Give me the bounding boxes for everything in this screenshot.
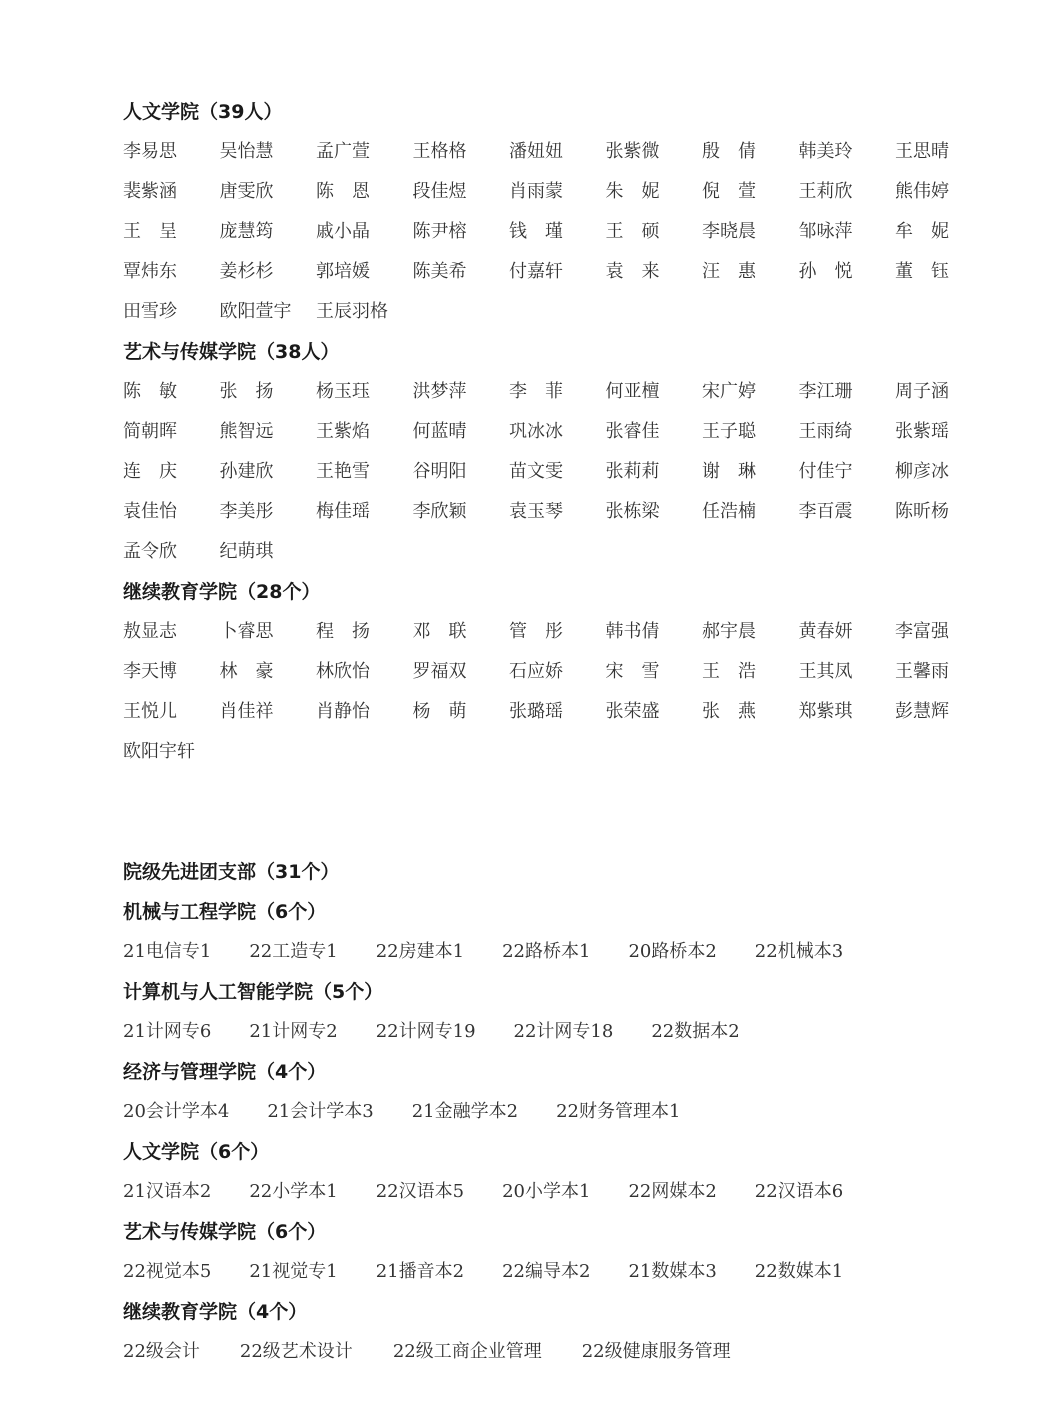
student-name: 李易思 xyxy=(123,141,177,162)
section-heading-continuing-education: 继续教育学院（28个） xyxy=(123,581,321,603)
student-name: 李百震 xyxy=(798,501,853,522)
student-name: 王艳雪 xyxy=(316,461,370,482)
student-name: 袁佳怡 xyxy=(123,501,177,522)
branches-title: 院级先进团支部（31个） xyxy=(123,861,340,883)
student-name: 朱 妮 xyxy=(605,181,660,202)
branch-unit: 22编导本2 xyxy=(502,1261,591,1282)
student-name: 宋 雪 xyxy=(605,661,660,682)
branch-list-economics xyxy=(123,1092,983,1132)
branch-unit: 22房建本1 xyxy=(375,941,465,962)
student-name: 王子聪 xyxy=(702,421,756,442)
student-name: 韩美玲 xyxy=(798,141,853,162)
student-name: 李美彤 xyxy=(219,501,274,522)
name-list-humanities xyxy=(123,132,983,332)
student-name: 石应娇 xyxy=(509,661,563,682)
branch-unit: 21计网专2 xyxy=(249,1021,338,1042)
student-name: 王 呈 xyxy=(123,221,177,242)
branch-list-continuing-education xyxy=(123,1332,983,1372)
branch-unit: 22财务管理本1 xyxy=(556,1101,681,1122)
branch-unit: 22计网专19 xyxy=(375,1021,476,1042)
student-name: 牟 妮 xyxy=(895,221,949,242)
student-name: 王雨绮 xyxy=(798,421,853,442)
student-name: 王其凤 xyxy=(798,661,853,682)
student-name: 谢 琳 xyxy=(702,461,756,482)
branch-heading-arts-media: 艺术与传媒学院（6个） xyxy=(123,1221,327,1243)
student-name: 张荣盛 xyxy=(605,701,660,722)
branch-list-mechanical xyxy=(123,932,983,972)
branch-unit: 22工造专1 xyxy=(249,941,338,962)
student-name: 韩书倩 xyxy=(605,621,660,642)
branch-unit: 21电信专1 xyxy=(123,941,212,962)
student-name: 陈 恩 xyxy=(316,181,370,202)
student-name: 庞慧筠 xyxy=(219,221,274,242)
student-name: 孙 悦 xyxy=(798,261,853,282)
student-name: 熊智远 xyxy=(219,421,274,442)
section-spacer xyxy=(123,772,983,852)
student-name: 张栋梁 xyxy=(605,501,660,522)
student-name: 梅佳瑶 xyxy=(316,501,370,522)
student-name: 欧阳宇轩 xyxy=(123,741,195,762)
branch-unit: 21会计学本3 xyxy=(267,1101,374,1122)
student-name: 张莉莉 xyxy=(605,461,660,482)
student-name: 王辰羽格 xyxy=(316,301,388,322)
student-name: 袁 来 xyxy=(605,261,660,282)
student-name: 黄春妍 xyxy=(798,621,853,642)
branch-list-humanities xyxy=(123,1172,983,1212)
branch-unit: 21计网专6 xyxy=(123,1021,212,1042)
student-name: 林欣怡 xyxy=(316,661,370,682)
student-name: 殷 倩 xyxy=(702,141,756,162)
student-name: 王格格 xyxy=(412,141,467,162)
section-heading-arts-media: 艺术与传媒学院（38人） xyxy=(123,341,340,363)
student-name: 段佳煜 xyxy=(412,181,467,202)
student-name: 王莉欣 xyxy=(798,181,853,202)
branch-unit: 22小学本1 xyxy=(249,1181,338,1202)
student-name: 管 彤 xyxy=(509,621,563,642)
student-name: 周子涵 xyxy=(895,381,949,402)
student-name: 郭培媛 xyxy=(316,261,370,282)
student-name: 欧阳萱宇 xyxy=(219,301,292,322)
student-name: 孙建欣 xyxy=(219,461,274,482)
student-name: 陈 敏 xyxy=(123,381,177,402)
student-name: 袁玉琴 xyxy=(509,501,563,522)
student-name: 陈美希 xyxy=(412,261,467,282)
branch-heading-continuing-education: 继续教育学院（4个） xyxy=(123,1301,308,1323)
student-name: 罗福双 xyxy=(412,661,467,682)
branch-unit: 21汉语本2 xyxy=(123,1181,212,1202)
branch-unit: 22汉语本5 xyxy=(375,1181,465,1202)
student-name: 邓 联 xyxy=(412,621,467,642)
branch-unit: 22级健康服务管理 xyxy=(581,1341,731,1362)
branch-list-computer-ai xyxy=(123,1012,983,1052)
student-name: 陈昕杨 xyxy=(895,501,949,522)
branch-unit: 21播音本2 xyxy=(375,1261,465,1282)
student-name: 李欣颖 xyxy=(412,501,467,522)
student-name: 唐雯欣 xyxy=(219,181,274,202)
student-name: 连 庆 xyxy=(123,461,177,482)
student-name: 李 菲 xyxy=(509,381,563,402)
student-name: 张 扬 xyxy=(219,381,274,402)
student-name: 肖雨蒙 xyxy=(509,181,563,202)
branch-list-arts-media xyxy=(123,1252,983,1292)
student-name: 王悦儿 xyxy=(123,701,177,722)
student-name: 李富强 xyxy=(895,621,949,642)
student-name: 李晓晨 xyxy=(702,221,756,242)
branch-unit: 22级会计 xyxy=(123,1341,200,1362)
student-name: 敖显志 xyxy=(123,621,177,642)
branch-unit: 22级工商企业管理 xyxy=(392,1341,542,1362)
student-name: 熊伟婷 xyxy=(895,181,949,202)
student-name: 李天博 xyxy=(123,661,177,682)
student-name: 谷明阳 xyxy=(412,461,467,482)
student-name: 李江珊 xyxy=(798,381,853,402)
student-name: 肖佳祥 xyxy=(219,701,274,722)
branch-unit: 20路桥本2 xyxy=(628,941,717,962)
student-name: 张紫微 xyxy=(605,141,660,162)
student-name: 覃炜东 xyxy=(123,261,177,282)
student-name: 张璐瑶 xyxy=(509,701,563,722)
branch-heading-humanities: 人文学院（6个） xyxy=(123,1141,270,1163)
branch-heading-economics: 经济与管理学院（4个） xyxy=(123,1061,327,1083)
student-name: 孟广萱 xyxy=(316,141,370,162)
student-name: 杨 萌 xyxy=(412,701,467,722)
student-name: 汪 惠 xyxy=(702,261,756,282)
branch-unit: 22数媒本1 xyxy=(754,1261,844,1282)
student-name: 吴怡慧 xyxy=(219,141,274,162)
student-name: 姜杉杉 xyxy=(219,261,274,282)
student-name: 苗文雯 xyxy=(509,461,563,482)
student-name: 何亚檀 xyxy=(605,381,660,402)
student-name: 肖静怡 xyxy=(316,701,370,722)
name-list-continuing-education xyxy=(123,612,983,772)
student-name: 钱 瑾 xyxy=(509,221,563,242)
student-name: 杨玉珏 xyxy=(316,381,370,402)
branch-unit: 20小学本1 xyxy=(502,1181,591,1202)
student-name: 简朝晖 xyxy=(123,421,177,442)
student-name: 洪梦萍 xyxy=(412,381,467,402)
student-name: 林 豪 xyxy=(219,661,274,682)
student-name: 王 硕 xyxy=(605,221,660,242)
student-name: 张 燕 xyxy=(702,701,756,722)
student-name: 宋广婷 xyxy=(702,381,756,402)
branch-unit: 22路桥本1 xyxy=(502,941,591,962)
branch-unit: 22数据本2 xyxy=(651,1021,740,1042)
student-name: 郑紫琪 xyxy=(798,701,853,722)
student-name: 郝宇晨 xyxy=(702,621,756,642)
student-name: 董 钰 xyxy=(895,261,949,282)
student-name: 王 浩 xyxy=(702,661,756,682)
student-name: 何蓝晴 xyxy=(412,421,467,442)
student-name: 柳彦冰 xyxy=(895,461,949,482)
student-name: 张睿佳 xyxy=(605,421,660,442)
branch-heading-mechanical: 机械与工程学院（6个） xyxy=(123,901,327,923)
student-name: 卜睿思 xyxy=(219,621,274,642)
name-list-arts-media xyxy=(123,372,983,572)
student-name: 邹咏萍 xyxy=(798,221,853,242)
student-name: 戚小晶 xyxy=(316,221,370,242)
branch-unit: 21金融学本2 xyxy=(411,1101,519,1122)
student-name: 王馨雨 xyxy=(895,661,949,682)
branch-unit: 21视觉专1 xyxy=(249,1261,338,1282)
student-name: 巩冰冰 xyxy=(509,421,563,442)
student-name: 孟令欣 xyxy=(123,541,177,562)
branch-unit: 22汉语本6 xyxy=(754,1181,844,1202)
branch-unit: 20会计学本4 xyxy=(123,1101,230,1122)
student-name: 张紫瑶 xyxy=(895,421,949,442)
student-name: 付嘉轩 xyxy=(509,261,563,282)
student-name: 陈尹榕 xyxy=(412,221,467,242)
student-name: 田雪珍 xyxy=(123,301,177,322)
branch-unit: 22网媒本2 xyxy=(628,1181,717,1202)
branch-unit: 22机械本3 xyxy=(754,941,844,962)
student-name: 王思晴 xyxy=(895,141,949,162)
student-name: 程 扬 xyxy=(316,621,370,642)
student-name: 潘妞妞 xyxy=(509,141,563,162)
branch-unit: 22视觉本5 xyxy=(123,1261,212,1282)
student-name: 任浩楠 xyxy=(702,501,756,522)
student-name: 纪萌琪 xyxy=(219,541,274,562)
branch-unit: 22级艺术设计 xyxy=(239,1341,353,1362)
student-name: 付佳宁 xyxy=(798,461,853,482)
student-name: 倪 萱 xyxy=(702,181,756,202)
student-name: 彭慧辉 xyxy=(895,701,949,722)
section-heading-humanities: 人文学院（39人） xyxy=(123,101,283,123)
student-name: 王紫焰 xyxy=(316,421,370,442)
branch-unit: 21数媒本3 xyxy=(628,1261,717,1282)
document-page xyxy=(123,92,983,1372)
branch-heading-computer-ai: 计算机与人工智能学院（5个） xyxy=(123,981,384,1003)
branch-unit: 22计网专18 xyxy=(513,1021,614,1042)
student-name: 裴紫涵 xyxy=(123,181,177,202)
